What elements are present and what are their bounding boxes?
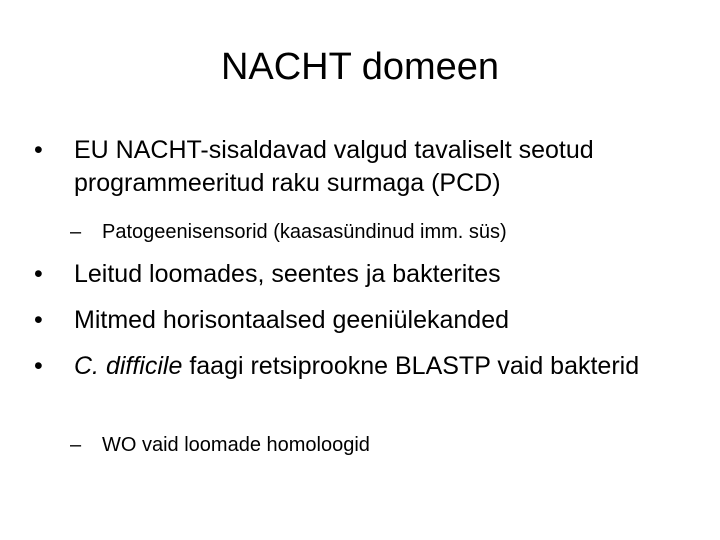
bullet-text (34, 350, 684, 383)
bullet-item (34, 350, 684, 383)
bullet-text: Mitmed horisontaalsed geeniülekanded (74, 306, 510, 334)
sub-bullet-item (70, 432, 690, 458)
dash-mark: – (70, 221, 82, 243)
bullet-item (34, 258, 684, 291)
sub-bullet-text: WO vaid loomade homoloogid (102, 434, 370, 456)
bullet-text: EU NACHT-sisaldavad valgud tavaliselt seotud programmeeritud raku surmaga (PCD) (74, 136, 594, 197)
bullet-item (34, 134, 684, 200)
species-name: C. difficile (74, 352, 183, 380)
bullet-mark: • (34, 136, 43, 164)
sub-bullet-item (70, 219, 690, 245)
slide-title: NACHT domeen (220, 46, 500, 88)
bullet-item (34, 304, 684, 337)
bullet-mark: • (34, 352, 43, 380)
bullet-mark: • (34, 306, 43, 334)
bullet-text: Leitud loomades, seentes ja bakterites (74, 260, 501, 288)
sub-bullet-text: Patogeenisensorid (kaasasündinud imm. süs) (102, 221, 507, 243)
dash-mark: – (70, 434, 82, 456)
bullet-text-rest: faagi retsiprookne BLASTP vaid bakterid (182, 352, 640, 380)
bullet-mark: • (34, 260, 43, 288)
